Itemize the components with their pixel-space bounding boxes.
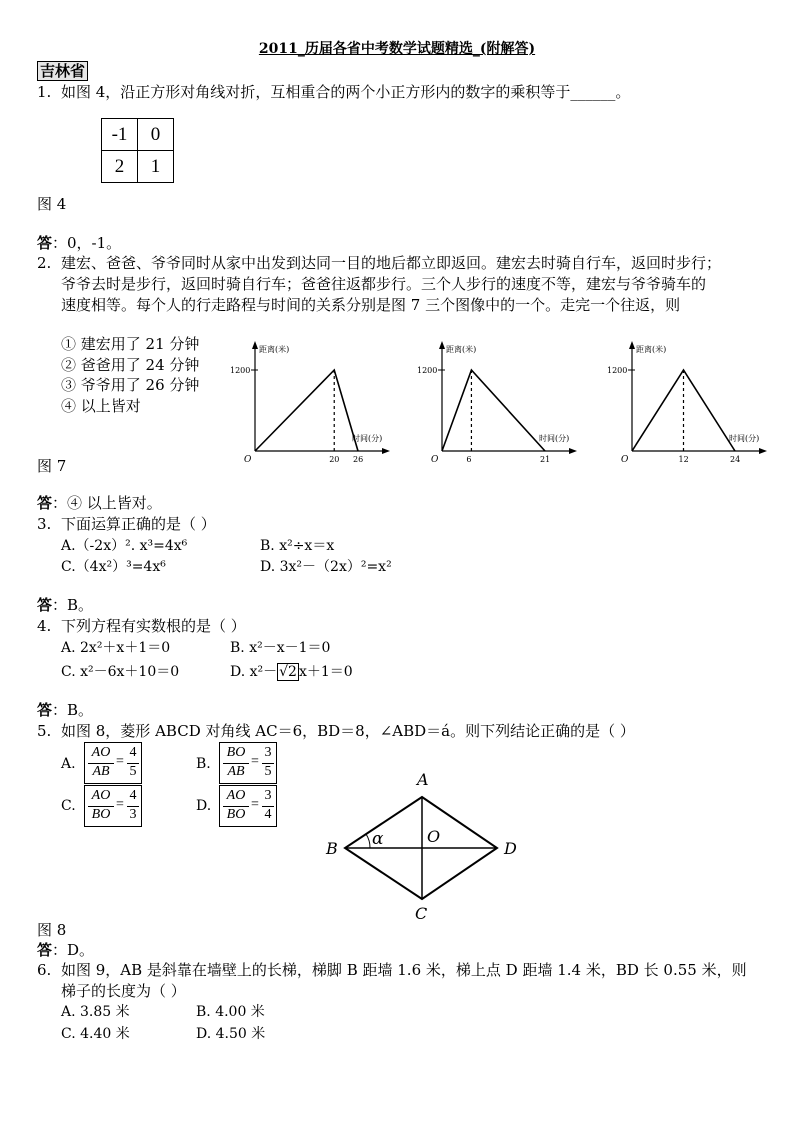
denominator: AB (92, 764, 110, 779)
y-axis-label: 距离(米) (259, 345, 290, 354)
answer-label: 答 (37, 701, 53, 719)
origin-label: O (431, 455, 439, 465)
question-text-line: 如图 9，AB 是斜靠在墙壁上的长梯，梯脚 B 距墙 1.6 米，梯上点 D 距墙 1.4 米，BD 长 0.55 米，则 (61, 961, 747, 979)
vertex-label-a: A (417, 770, 429, 789)
question-text: 如图 4，沿正方形对角线对折，互相重合的两个小正方形内的数字的乘积等于______。 (61, 83, 631, 101)
numerator: AO (226, 788, 246, 803)
answer-text: ：B。 (52, 596, 94, 614)
question-6 (37, 960, 747, 980)
option-d-fraction (219, 785, 277, 827)
answer-2 (37, 493, 162, 513)
question-number: 5. (37, 722, 52, 740)
question-5 (37, 721, 635, 741)
option-label-d: D. (196, 798, 212, 814)
question-text-line: 梯子的长度为（ ） (61, 982, 186, 1000)
y-axis-arrow (629, 341, 635, 349)
option-b-fraction (219, 742, 277, 784)
option-a: A. 2x²＋x＋1＝0 (61, 640, 171, 656)
vertex-label-d: D (504, 839, 517, 858)
answer-text: ：B。 (52, 701, 94, 719)
denominator: BO (91, 807, 111, 822)
origin-label: O (244, 455, 252, 465)
y-axis-label: 距离(米) (636, 345, 667, 354)
denominator: 5 (129, 764, 137, 779)
answer-label: 答 (37, 941, 53, 959)
x-axis-arrow (382, 448, 390, 454)
answer-5 (37, 940, 94, 960)
answer-1 (37, 233, 121, 253)
answer-text: ：0，-1。 (52, 234, 122, 252)
option-a: A. 3.85 米 (61, 1004, 130, 1020)
x-axis-label: 时间(分) (352, 434, 383, 443)
equals-sign: = (116, 797, 124, 812)
grid-cell: -1 (102, 119, 138, 151)
question-number: 3. (37, 515, 52, 533)
origin-label: O (621, 455, 629, 465)
denominator: AB (227, 764, 245, 779)
option-d (230, 662, 353, 682)
y-axis-arrow (252, 341, 258, 349)
numerator: BO (226, 745, 246, 760)
option-d-prefix: D. x²－ (230, 664, 278, 680)
x-axis-label: 时间(分) (729, 434, 760, 443)
option-b: B. x²÷x＝x (260, 538, 335, 554)
answer-3 (37, 595, 93, 615)
question-number: 6. (37, 961, 52, 979)
x-tick-label-end: 26 (353, 455, 364, 464)
answer-label: 答 (37, 596, 53, 614)
vertex-label-b: B (326, 839, 338, 858)
figure-caption: 图 4 (37, 195, 67, 213)
x-axis-label: 时间(分) (539, 434, 570, 443)
numerator: AO (91, 788, 111, 803)
numerator: 4 (129, 745, 137, 760)
option-1: ① 建宏用了 21 分钟 (61, 335, 200, 353)
question-text-line: 速度相等。每个人的行走路程与时间的关系分别是图 7 三个图像中的一个。走完一个往返，则 (61, 296, 681, 314)
graph-dad (415, 338, 585, 468)
answer-label: 答 (37, 234, 53, 252)
option-d: D. 4.50 米 (196, 1026, 266, 1042)
option-d: D. 3x²－（2x）²=x² (260, 559, 392, 575)
option-c: C.（4x²）³=4x⁶ (61, 559, 166, 575)
option-b: B. x²－x－1＝0 (230, 640, 331, 656)
equals-sign: = (251, 754, 259, 769)
y-tick-label: 1200 (417, 366, 438, 375)
x-tick-label-peak: 12 (678, 455, 689, 464)
option-label-a: A. (61, 756, 76, 772)
question-text: 下面运算正确的是（ ） (61, 515, 216, 533)
number-grid (101, 118, 174, 183)
sqrt-two: √2 (279, 664, 297, 680)
option-label-b: B. (196, 756, 211, 772)
y-tick-label: 1200 (230, 366, 251, 375)
equals-sign: = (116, 754, 124, 769)
option-c: C. x²－6x＋10＝0 (61, 664, 180, 680)
option-3: ③ 爷爷用了 26 分钟 (61, 376, 200, 394)
grid-cell: 1 (138, 151, 174, 183)
denominator: BO (226, 807, 246, 822)
numerator: 4 (129, 788, 137, 803)
question-number: 2. (37, 254, 52, 272)
option-c-fraction (84, 785, 142, 827)
question-number: 4. (37, 617, 52, 635)
numerator: 3 (264, 745, 272, 760)
angle-label-alpha: α (372, 829, 384, 849)
province-heading: 吉林省 (37, 61, 88, 81)
document-title: 2011_历届各省中考数学试题精选_(附解答) (258, 41, 536, 57)
grid-cell: 0 (138, 119, 174, 151)
option-a: A.（-2x）². x³=4x⁶ (61, 538, 188, 554)
vertex-label-c: C (415, 904, 428, 923)
figure-caption: 图 7 (37, 457, 67, 475)
question-text: 如图 8，菱形 ABCD 对角线 AC＝6，BD＝8，∠ABD＝á。则下列结论正确的是（ ） (61, 722, 635, 740)
option-label-c: C. (61, 798, 76, 814)
option-c: C. 4.40 米 (61, 1026, 130, 1042)
question-number: 1. (37, 83, 52, 101)
graph-group (417, 341, 577, 465)
x-tick-label-end: 21 (540, 455, 551, 464)
graph-group (230, 341, 390, 465)
question-text-line: 建宏、爸爸、爷爷同时从家中出发到达同一目的地后都立即返回。建宏去时骑自行车，返回时步行； (61, 254, 722, 272)
question-3 (37, 514, 216, 534)
rhombus-figure (320, 765, 530, 925)
answer-text: ：D。 (52, 941, 95, 959)
y-axis-arrow (439, 341, 445, 349)
y-tick-label: 1200 (607, 366, 628, 375)
figure-caption: 图 8 (37, 921, 67, 939)
distance-line (442, 370, 545, 451)
option-a-fraction (84, 742, 142, 784)
answer-4 (37, 700, 93, 720)
angle-arc (366, 834, 370, 848)
graph-jianhong (228, 338, 398, 468)
denominator: 4 (264, 807, 272, 822)
x-axis-arrow (759, 448, 767, 454)
denominator: 5 (264, 764, 272, 779)
option-2: ② 爸爸用了 24 分钟 (61, 356, 200, 374)
answer-text: ：④ 以上皆对。 (52, 494, 162, 512)
numerator: AO (91, 745, 111, 760)
question-text: 下列方程有实数根的是（ ） (61, 617, 246, 635)
question-1 (37, 82, 630, 102)
answer-label: 答 (37, 494, 53, 512)
question-text-line: 爷爷去时是步行，返回时骑自行车；爸爸往返都步行。三个人步行的速度不等，建宏与爷爷骑车的 (61, 275, 707, 293)
option-b: B. 4.00 米 (196, 1004, 265, 1020)
x-tick-label-peak: 20 (329, 455, 340, 464)
question-4 (37, 616, 246, 636)
x-axis-arrow (569, 448, 577, 454)
option-4: ④ 以上皆对 (61, 397, 141, 415)
equals-sign: = (251, 797, 259, 812)
question-2 (37, 253, 721, 273)
x-tick-label-peak: 6 (466, 455, 472, 464)
option-d-suffix: x＋1＝0 (298, 664, 353, 680)
grid-cell: 2 (102, 151, 138, 183)
y-axis-label: 距离(米) (446, 345, 477, 354)
graph-grandpa (605, 338, 775, 468)
numerator: 3 (264, 788, 272, 803)
distance-line (255, 370, 358, 451)
graph-group (607, 341, 767, 465)
denominator: 3 (129, 807, 137, 822)
center-label-o: O (427, 827, 441, 846)
x-tick-label-end: 24 (730, 455, 741, 464)
